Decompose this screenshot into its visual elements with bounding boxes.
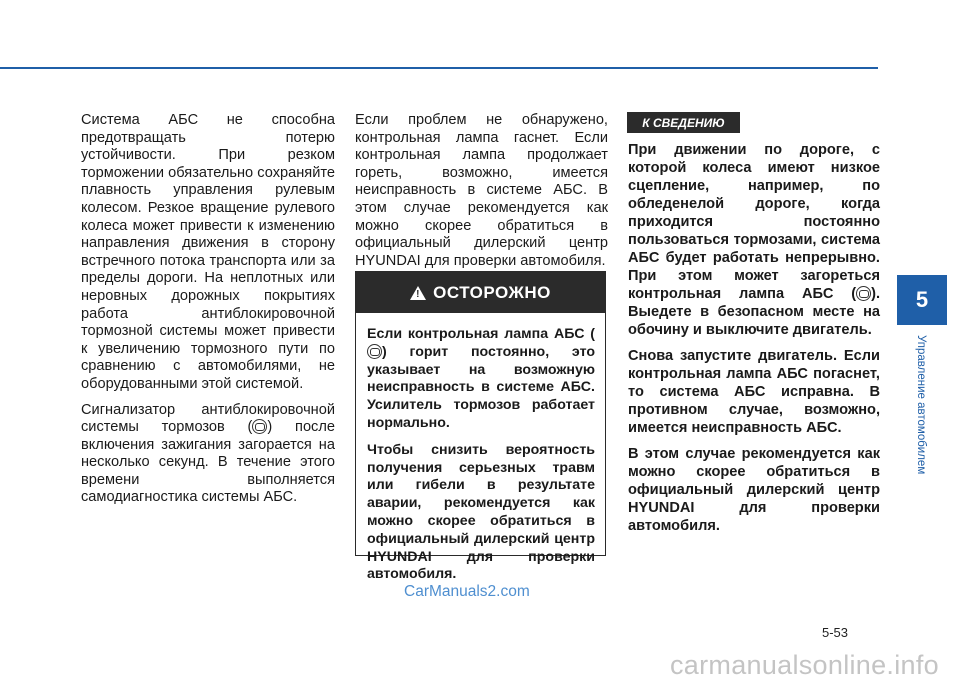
column-2 (355, 112, 608, 278)
abs-warning-icon (252, 419, 267, 434)
info-para1-end: ). Выедете в безопасном месте на обочину и выключите двигатель. (628, 286, 880, 338)
info-paragraph-3: В этом случае рекомендуется как можно скорее обратиться в официальный дилерский центр HYUNDAI для проверки автомобиля. (628, 446, 880, 534)
column-1 (81, 112, 335, 515)
info-paragraph-1 (628, 141, 880, 339)
caution-header (356, 272, 605, 313)
top-rule (0, 67, 878, 69)
col1-paragraph-1: Система АБС не способна предотвращать потерю устойчивости. При резком торможении обязательно сохраняйте плавность управления рулевым колесом. Резкое вращение рулевого колеса может привести к изменению направления движения в сторону встречного потока транспорта или за пределы дороги. На неплотных или неровных дорожных покрытиях работа антиблокировочной тормозной системы может привести к увеличению тормозного пути по сравнению с автомобилями, не оборудованными этой системой. (81, 112, 335, 392)
col1-paragraph-2 (81, 402, 335, 508)
chapter-title: Управление автомобилем (915, 335, 927, 475)
caution-box (355, 271, 606, 583)
chapter-tab: 5 (897, 275, 947, 325)
abs-warning-icon (367, 344, 382, 359)
page-number: 5-53 (822, 625, 849, 640)
caution-paragraph-1 (367, 326, 595, 433)
caution-para1-end: ) горит постоянно, это указывает на возможную неисправность в системе АБС. Усилитель тормозов работает нормально. (367, 343, 595, 431)
info-tag: К СВЕДЕНИЮ (627, 112, 740, 133)
info-para1-start: При движении по дороге, с которой колеса имеют низкое сцепление, например, по обледенелой дороге, когда приходится постоянно пользоваться тормозами, система АБС будет работать непрерывно. При этом может загореться контрольная лампа АБС ( (628, 142, 880, 302)
caution-para1-start: Если контрольная лампа АБС ( (367, 326, 595, 342)
info-paragraph-2: Снова запустите двигатель. Если контрольная лампа АБС погаснет, то система АБС исправна. В противном случае, возможно, имеется неисправность АБС. (628, 348, 880, 436)
col1-para2-end: ) после включения зажигания загорается на несколько секунд. В течение этого времени выполняется самодиагностика системы АБС. (81, 419, 335, 506)
caution-title: ОСТОРОЖНО (433, 282, 551, 302)
watermark-carmanuals2: CarManuals2.com (404, 583, 530, 600)
abs-warning-icon (856, 286, 871, 301)
col2-paragraph-1: Если проблем не обнаружено, контрольная лампа гаснет. Если контрольная лампа продолжает гореть, возможно, имеется неисправность в системе АБС. В этом случае рекомендуется как можно скорее обратиться в официальный дилерский центр HYUNDAI для проверки автомобиля. (355, 112, 608, 269)
caution-body (356, 313, 605, 584)
column-3 (628, 141, 880, 543)
caution-paragraph-2: Чтобы снизить вероятность получения серьезных травм или гибели в результате аварии, рекомендуется как можно скорее обратиться в официальный дилерский центр HYUNDAI для проверки автомобиля. (367, 441, 595, 583)
col1-para2-start: Сигнализатор антиблокировочной системы тормозов ( (81, 401, 335, 436)
warning-triangle-icon: ! (410, 286, 426, 300)
watermark-carmanualsonline: carmanualsonline.info (670, 650, 939, 680)
